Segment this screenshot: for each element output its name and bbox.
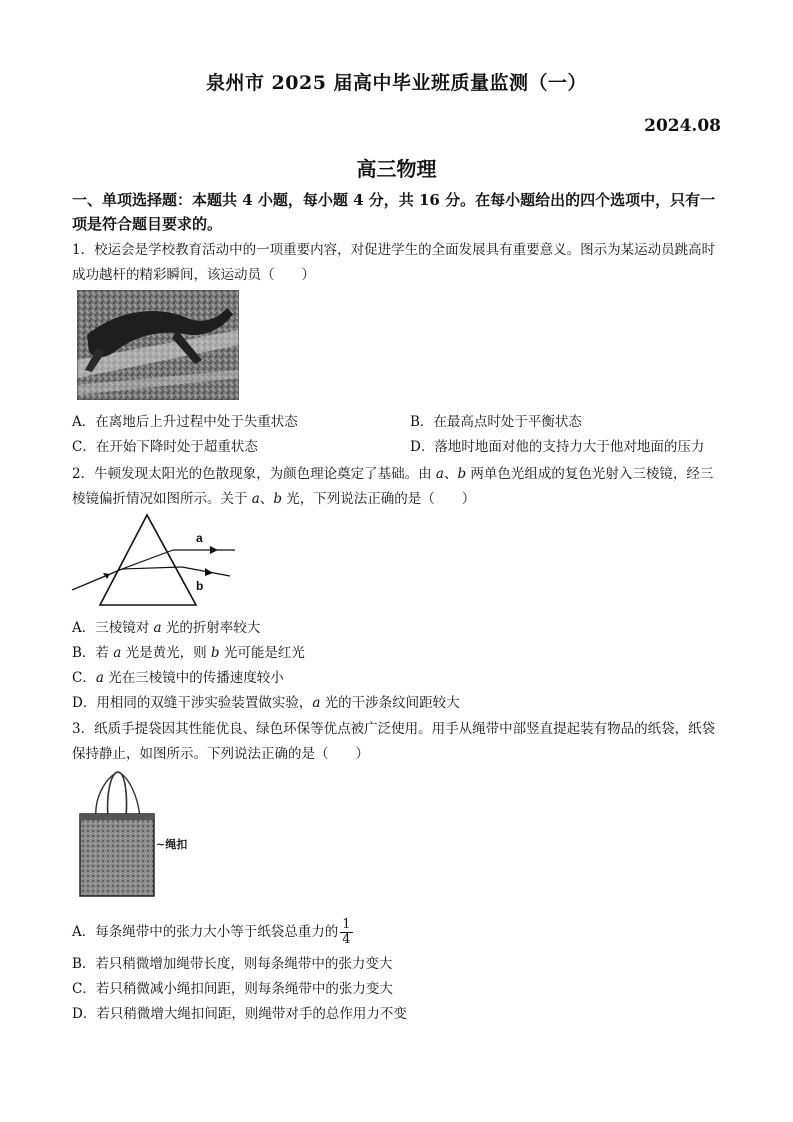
q3-option-a: A．每条绳带中的张力大小等于纸袋总重力的 $\frac{1}{4}$ (72, 917, 351, 947)
question-2-stem: 2．牛顿发现太阳光的色散现象，为颜色理论奠定了基础。由 a、b 两单色光组成的复色光射入三棱镜，经三棱镜偏折情况如图所示。关于 a、b 光，下列说法正确的是（ ） (72, 466, 714, 507)
q3-option-c: C．若只稍微减小绳扣间距，则每条绳带中的张力变大 (72, 981, 393, 997)
exam-title: 泉州市 2025 届高中毕业班质量监测（一） (205, 72, 588, 94)
rope-buckle-label: ~绳扣 (156, 838, 188, 851)
question-1-stem: 1．校运会是学校教育活动中的一项重要内容，对促进学生的全面发展具有重要意义。图示为某运动员跳高时成功越杆的精彩瞬间，该运动员（ ） (72, 242, 716, 283)
ray-b-label: b (196, 579, 204, 593)
q1-option-a: A．在离地后上升过程中处于失重状态 (72, 414, 298, 430)
q1-option-c: C．在开始下降时处于超重状态 (72, 439, 258, 455)
q3-option-b: B．若只稍微增加绳带长度，则每条绳带中的张力变大 (72, 956, 393, 972)
q1-option-b: B．在最高点时处于平衡状态 (410, 414, 582, 430)
q2-option-b: B．若 a 光是黄光，则 b 光可能是红光 (72, 645, 305, 661)
prism-diagram (70, 512, 240, 612)
q2-option-a: A．三棱镜对 a 光的折射率较大 (72, 620, 261, 636)
question-3-stem: 3．纸质手提袋因其性能优良、绿色环保等优点被广泛使用。用手从绳带中部竖直提起装有物品的纸袋，纸袋保持静止，如图所示。下列说法正确的是（ ） (72, 721, 716, 762)
fraction-one-quarter: $\frac{1}{4}$ (342, 917, 351, 947)
section-heading: 一、单项选择题：本题共 4 小题，每小题 4 分，共 16 分。在每小题给出的四个选项中，只有一项是符合题目要求的。 (72, 191, 716, 233)
q3-option-d: D．若只稍微增大绳扣间距，则绳带对手的总作用力不变 (72, 1006, 407, 1022)
q2-option-c: C．a 光在三棱镜中的传播速度较小 (72, 670, 284, 686)
exam-date: 2024.08 (644, 116, 721, 136)
q1-option-d: D．落地时地面对他的支持力大于他对地面的压力 (410, 439, 705, 455)
q2-option-d: D．用相同的双缝干涉实验装置做实验，a 光的干涉条纹间距较大 (72, 695, 460, 711)
exam-subject: 高三物理 (356, 157, 437, 181)
ray-a-label: a (196, 531, 203, 545)
paper-bag-figure (72, 770, 212, 900)
high-jump-photo (77, 290, 239, 400)
